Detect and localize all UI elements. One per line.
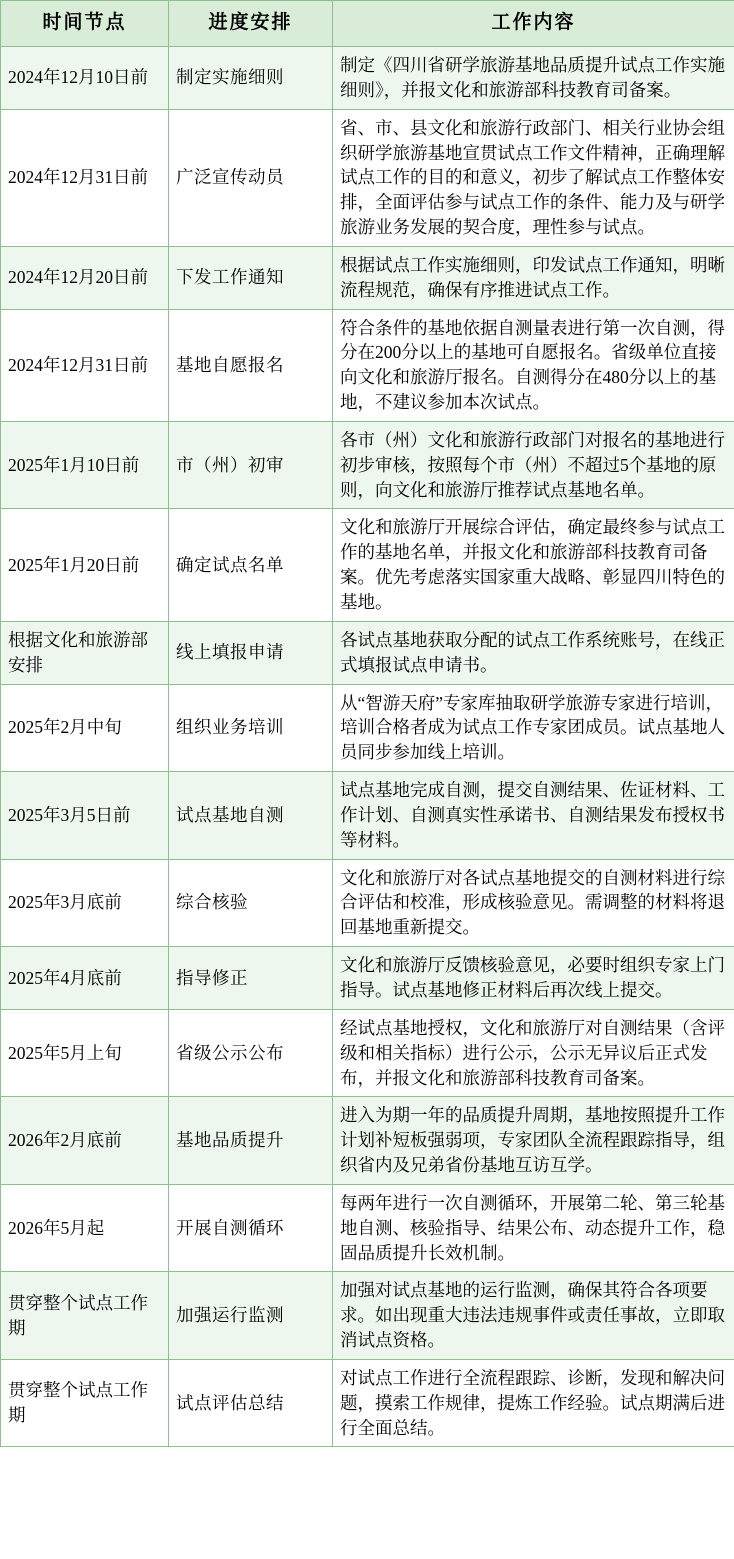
- cell-time: 根据文化和旅游部安排: [1, 621, 169, 684]
- cell-stage: 试点基地自测: [169, 772, 333, 860]
- cell-work: 每两年进行一次自测循环，开展第二轮、第三轮基地自测、核验指导、结果公布、动态提升工作，稳固品质提升长效机制。: [333, 1184, 734, 1272]
- cell-stage: 制定实施细则: [169, 46, 333, 109]
- cell-work: 文化和旅游厅开展综合评估，确定最终参与试点工作的基地名单，并报文化和旅游部科技教育司备案。优先考虑落实国家重大战略、彰显四川特色的基地。: [333, 509, 734, 621]
- cell-time: 2024年12月20日前: [1, 246, 169, 309]
- table-row: [1, 621, 734, 684]
- cell-work: 从“智游天府”专家库抽取研学旅游专家进行培训，培训合格者成为试点工作专家团成员。试点基地人员同步参加线上培训。: [333, 684, 734, 772]
- table-header-row: [1, 1, 734, 47]
- cell-work: 各试点基地获取分配的试点工作系统账号，在线正式填报试点申请书。: [333, 621, 734, 684]
- cell-stage: 广泛宣传动员: [169, 109, 333, 246]
- cell-stage: 省级公示公布: [169, 1009, 333, 1097]
- table-row: [1, 309, 734, 421]
- cell-time: 2025年3月5日前: [1, 772, 169, 860]
- cell-work: 文化和旅游厅反馈核验意见，必要时组织专家上门指导。试点基地修正材料后再次线上提交。: [333, 947, 734, 1010]
- cell-stage: 基地品质提升: [169, 1097, 333, 1185]
- table-row: [1, 772, 734, 860]
- table-row: [1, 421, 734, 509]
- cell-time: 2026年2月底前: [1, 1097, 169, 1185]
- cell-time: 2024年12月31日前: [1, 109, 169, 246]
- table-row: [1, 1359, 734, 1447]
- cell-stage: 开展自测循环: [169, 1184, 333, 1272]
- cell-time: 2025年5月上旬: [1, 1009, 169, 1097]
- cell-time: 2024年12月10日前: [1, 46, 169, 109]
- cell-time: 贯穿整个试点工作期: [1, 1359, 169, 1447]
- cell-stage: 市（州）初审: [169, 421, 333, 509]
- cell-stage: 加强运行监测: [169, 1272, 333, 1360]
- table-row: [1, 109, 734, 246]
- cell-work: 制定《四川省研学旅游基地品质提升试点工作实施细则》，并报文化和旅游部科技教育司备案。: [333, 46, 734, 109]
- cell-work: 加强对试点基地的运行监测，确保其符合各项要求。如出现重大违法违规事件或责任事故，立即取消试点资格。: [333, 1272, 734, 1360]
- cell-time: 2025年2月中旬: [1, 684, 169, 772]
- cell-stage: 指导修正: [169, 947, 333, 1010]
- cell-stage: 综合核验: [169, 859, 333, 947]
- cell-work: 符合条件的基地依据自测量表进行第一次自测，得分在200分以上的基地可自愿报名。省级单位直接向文化和旅游厅报名。自测得分在480分以上的基地，不建议参加本次试点。: [333, 309, 734, 421]
- cell-time: 2025年1月20日前: [1, 509, 169, 621]
- cell-time: 2025年3月底前: [1, 859, 169, 947]
- column-header-work: 工作内容: [333, 1, 734, 47]
- cell-work: 各市（州）文化和旅游行政部门对报名的基地进行初步审核，按照每个市（州）不超过5个基地的原则，向文化和旅游厅推荐试点基地名单。: [333, 421, 734, 509]
- cell-work: 文化和旅游厅对各试点基地提交的自测材料进行综合评估和校准，形成核验意见。需调整的材料将退回基地重新提交。: [333, 859, 734, 947]
- column-header-stage: 进度安排: [169, 1, 333, 47]
- cell-work: 试点基地完成自测，提交自测结果、佐证材料、工作计划、自测真实性承诺书、自测结果发布授权书等材料。: [333, 772, 734, 860]
- cell-stage: 确定试点名单: [169, 509, 333, 621]
- cell-time: 2024年12月31日前: [1, 309, 169, 421]
- table-row: [1, 509, 734, 621]
- cell-stage: 基地自愿报名: [169, 309, 333, 421]
- cell-work: 经试点基地授权，文化和旅游厅对自测结果（含评级和相关指标）进行公示，公示无异议后正式发布，并报文化和旅游部科技教育司备案。: [333, 1009, 734, 1097]
- cell-work: 根据试点工作实施细则，印发试点工作通知，明晰流程规范，确保有序推进试点工作。: [333, 246, 734, 309]
- cell-work: 省、市、县文化和旅游行政部门、相关行业协会组织研学旅游基地宣贯试点工作文件精神，正确理解试点工作的目的和意义，初步了解试点工作整体安排，全面评估参与试点工作的条件、能力及与研学旅游业务发展的契合度，理性参与试点。: [333, 109, 734, 246]
- cell-stage: 线上填报申请: [169, 621, 333, 684]
- table-row: [1, 46, 734, 109]
- cell-stage: 试点评估总结: [169, 1359, 333, 1447]
- table-row: [1, 246, 734, 309]
- table-row: [1, 859, 734, 947]
- cell-time: 2025年4月底前: [1, 947, 169, 1010]
- table-row: [1, 1097, 734, 1185]
- cell-time: 2026年5月起: [1, 1184, 169, 1272]
- table-row: [1, 1009, 734, 1097]
- table-row: [1, 1184, 734, 1272]
- table-row: [1, 684, 734, 772]
- cell-time: 贯穿整个试点工作期: [1, 1272, 169, 1360]
- table-row: [1, 1272, 734, 1360]
- cell-work: 进入为期一年的品质提升周期，基地按照提升工作计划补短板强弱项，专家团队全流程跟踪指导，组织省内及兄弟省份基地互访互学。: [333, 1097, 734, 1185]
- table-row: [1, 947, 734, 1010]
- cell-stage: 下发工作通知: [169, 246, 333, 309]
- cell-stage: 组织业务培训: [169, 684, 333, 772]
- table-body: [1, 46, 734, 1447]
- cell-time: 2025年1月10日前: [1, 421, 169, 509]
- cell-work: 对试点工作进行全流程跟踪、诊断，发现和解决问题，摸索工作规律，提炼工作经验。试点期满后进行全面总结。: [333, 1359, 734, 1447]
- column-header-time: 时间节点: [1, 1, 169, 47]
